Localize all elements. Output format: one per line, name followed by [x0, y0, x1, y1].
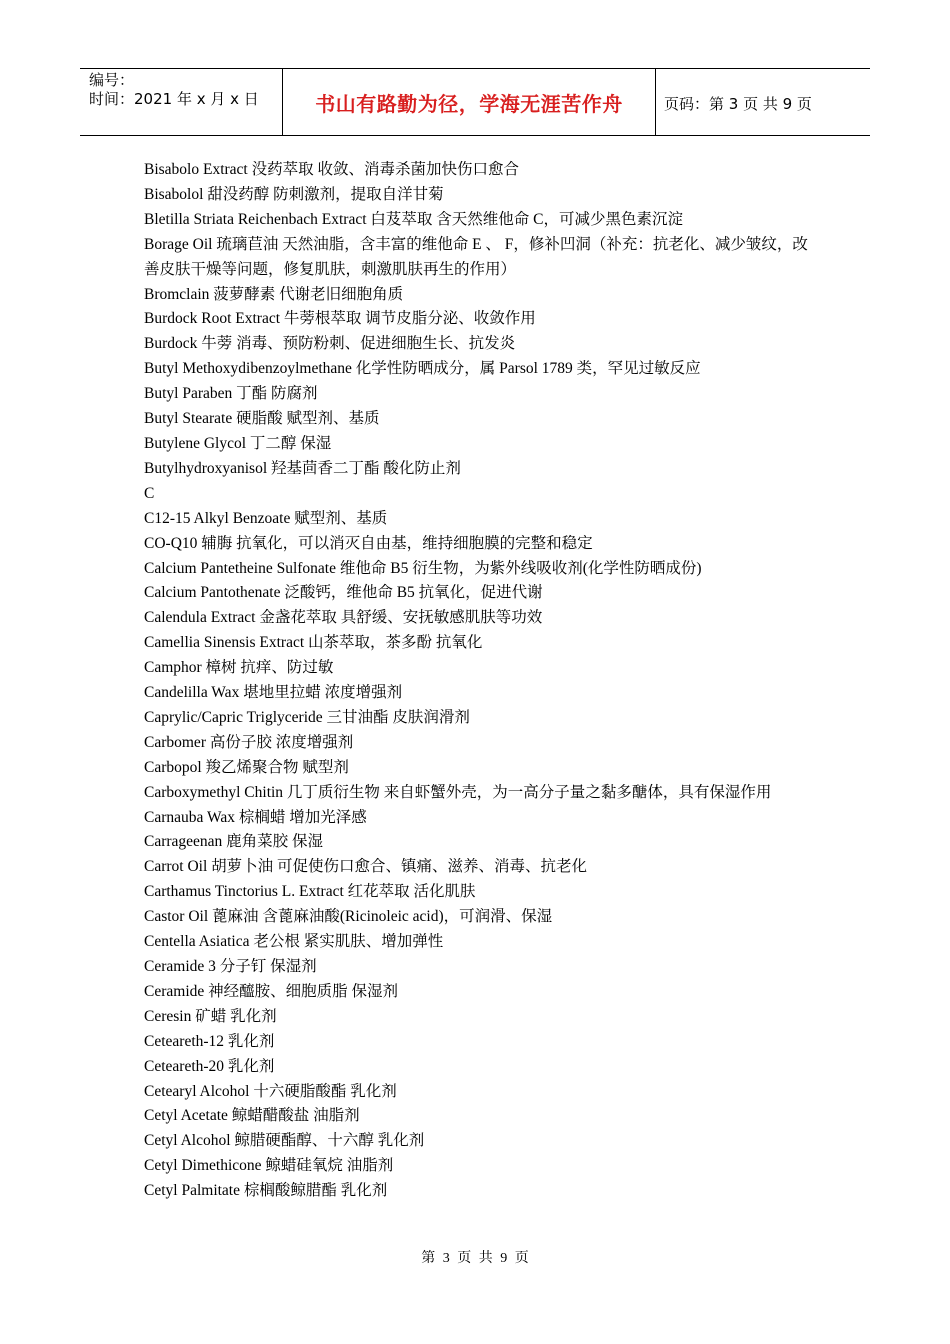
glossary-entry: Burdock 牛蒡 消毒、预防粉刺、促进细胞生长、抗发炎: [144, 335, 516, 353]
glossary-entry: Butyl Methoxydibenzoylmethane 化学性防晒成分，属 Parsol 1789 类，罕见过敏反应: [144, 360, 701, 378]
glossary-entry: Borage Oil 琉璃苣油 天然油脂，含丰富的维他命 E 、 F，修补凹洞（补充：抗老化、减少皱纹，改善皮肤干燥等问题，修复肌肤，刺激肌肤再生的作用）: [144, 235, 808, 278]
glossary-entry: Carrageenan 鹿角菜胶 保湿: [144, 833, 324, 851]
header-motto: 书山有路勤为径，学海无涯苦作舟: [315, 92, 623, 116]
page-footer: [0, 1247, 950, 1267]
glossary-entry: Ceresin 矿蜡 乳化剂: [144, 1007, 277, 1025]
glossary-entry: Cetyl Dimethicone 鲸蜡硅氧烷 油脂剂: [144, 1157, 394, 1175]
page-header: [80, 68, 870, 136]
glossary-entry: Butylene Glycol 丁二醇 保湿: [144, 434, 332, 452]
glossary-entry: Butyl Stearate 硬脂酸 赋型剂、基质: [144, 410, 380, 428]
glossary-entry: Ceteareth-12 乳化剂: [144, 1032, 275, 1050]
glossary-entry: Bisabolol 甜没药醇 防刺激剂，提取自洋甘菊: [144, 185, 444, 203]
date-label: 时间：2021 年 x 月 x 日: [89, 90, 259, 108]
glossary-entry: Ceramide 3 分子钉 保湿剂: [144, 958, 317, 975]
glossary-list: [144, 158, 816, 1204]
glossary-entry: Butylhydroxyanisol 羟基茴香二丁酯 酸化防止剂: [144, 459, 461, 477]
glossary-entry: Camphor 樟树 抗痒、防过敏: [144, 659, 334, 677]
glossary-entry: Centella Asiatica 老公根 紧实肌肤、增加弹性: [144, 933, 444, 951]
glossary-entry: Carbomer 高份子胶 浓度增强剂: [144, 733, 354, 751]
glossary-entry: Ceteareth-20 乳化剂: [144, 1057, 275, 1075]
glossary-entry: Cetearyl Alcohol 十六硬脂酸酯 乳化剂: [144, 1082, 397, 1100]
glossary-entry: Calcium Pantothenate 泛酸钙，维他命 B5 抗氧化，促进代谢: [144, 584, 543, 602]
glossary-entry: Calendula Extract 金盏花萃取 具舒缓、安抚敏感肌肤等功效: [144, 609, 543, 627]
glossary-entry: Ceramide 神经醯胺、细胞质脂 保湿剂: [144, 982, 399, 1000]
header-divider: [655, 69, 656, 135]
glossary-entry: Castor Oil 蓖麻油 含蓖麻油酸(Ricinoleic acid)，可润滑、保湿: [144, 908, 553, 926]
glossary-entry: Cetyl Acetate 鲸蜡醋酸盐 油脂剂: [144, 1107, 360, 1125]
glossary-entry: Carboxymethyl Chitin 几丁质衍生物 来自虾蟹外壳，为一高分子量之黏多醣体，具有保湿作用: [144, 783, 772, 801]
glossary-entry: Cetyl Palmitate 棕榈酸鲸腊酯 乳化剂: [144, 1182, 388, 1200]
glossary-entry: Bromclain 菠萝酵素 代谢老旧细胞角质: [144, 285, 404, 303]
glossary-entry: Cetyl Alcohol 鲸腊硬酯醇、十六醇 乳化剂: [144, 1132, 425, 1150]
glossary-entry: Bletilla Striata Reichenbach Extract 白芨萃取 含天然维他命 C，可减少黑色素沉淀: [144, 210, 683, 228]
glossary-entry: Camellia Sinensis Extract 山茶萃取，茶多酚 抗氧化: [144, 634, 483, 652]
glossary-entry: Candelilla Wax 堪地里拉蜡 浓度增强剂: [144, 684, 403, 702]
glossary-entry: Carnauba Wax 棕榈蜡 增加光泽感: [144, 808, 367, 826]
header-meta: [89, 71, 279, 109]
glossary-entry: Calcium Pantetheine Sulfonate 维他命 B5 衍生物，为紫外线吸收剂(化学性防晒成份): [144, 559, 702, 577]
code-label: 编号：: [89, 71, 135, 89]
glossary-entry: Carthamus Tinctorius L. Extract 红花萃取 活化肌肤: [144, 883, 476, 901]
glossary-entry: Butyl Paraben 丁酯 防腐剂: [144, 385, 318, 403]
glossary-entry: Bisabolo Extract 没药萃取 收敛、消毒杀菌加快伤口愈合: [144, 161, 519, 178]
glossary-entry: Caprylic/Capric Triglyceride 三甘油酯 皮肤润滑剂: [144, 708, 470, 726]
glossary-entry: Burdock Root Extract 牛蒡根萃取 调节皮脂分泌、收敛作用: [144, 310, 536, 328]
glossary-entry: Carbopol 羧乙烯聚合物 赋型剂: [144, 758, 349, 776]
glossary-entry: C12-15 Alkyl Benzoate 赋型剂、基质: [144, 509, 388, 527]
header-page-number: 页码：第 3 页 共 9 页: [664, 95, 812, 113]
footer-page-number: 第 3 页 共 9 页: [421, 1251, 529, 1266]
glossary-entry: Carrot Oil 胡萝卜油 可促使伤口愈合、镇痛、滋养、消毒、抗老化: [144, 858, 588, 876]
glossary-entry: CO-Q10 辅脢 抗氧化，可以消灭自由基，维持细胞膜的完整和稳定: [144, 534, 593, 552]
section-letter: C: [144, 484, 155, 502]
